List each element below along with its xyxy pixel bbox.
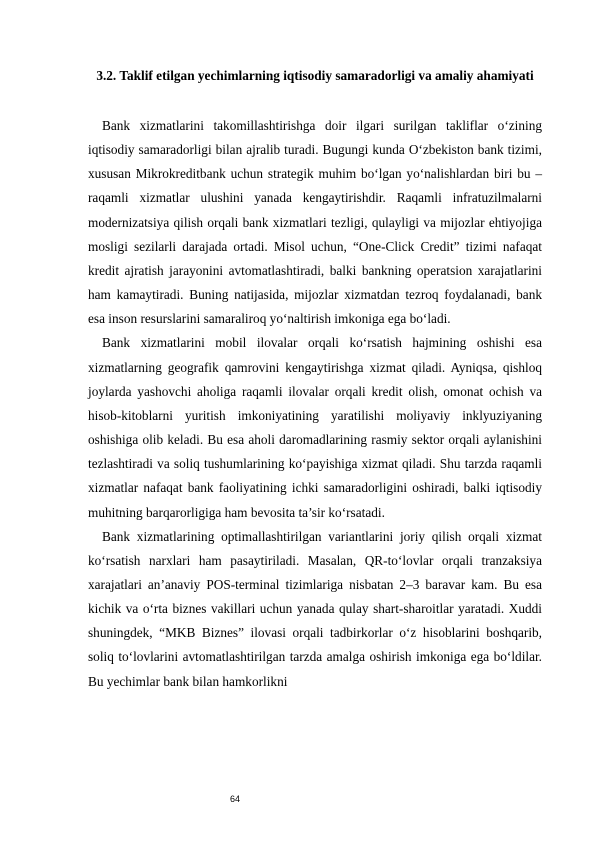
- page-number: 64: [230, 794, 241, 804]
- paragraph-cost-optimization: Bank xizmatlarining optimallashtirilgan variantlarini joriy qilish orqali xizmat ko‘rsatish narxlari ham pasaytiriladi. Masalan, QR-to‘lovlar orqali tranzaksiya xarajatlari an’anaviy POS-terminal tizimlariga nisbatan 2–3 baravar kam. Bu esa kichik va o‘rta biznes vakillari uchun yanada qulay shart-sharoitlar yaratadi. Xuddi shuningdek, “MKB Biznes” ilovasi orqali tadbirkorlar o‘z hisoblarini boshqarib, soliq to‘lovlarini avtomatlashtirilgan tarzda amalga oshirish imkoniga ega bo‘ldilar. Bu yechimlar bank bilan hamkorlikni: [88, 528, 542, 689]
- section-heading: 3.2. Taklif etilgan yechimlarning iqtisodiy samaradorligi va amaliy ahamiyati: [96, 68, 534, 83]
- paragraph-digital-services: Bank xizmatlarini takomillashtirishga doir ilgari surilgan takliflar o‘zining iqtisodiy samaradorligi bilan ajralib turadi. Bugungi kunda O‘zbekiston bank tizimi, xususan Mikrokreditbank uchun strategik muhim bo‘lgan yo‘nalishlardan biri bu – raqamli xizmatlar ulushini yanada kengaytirishdir. Raqamli infratuzilmalarni modernizatsiya qilish orqali bank xizmatlari tezligi, qulayligi va mijozlar ehtiyojiga mosligi sezilarli darajada ortadi. Misol uchun, “One-Click Credit” tizimi nafaqat kredit ajratish jarayonini avtomatlashtiradi, balki bankning operatsion xarajatlarini ham kamaytiradi. Buning natijasida, mijozlar xizmatdan tezroq foydalanadi, bank esa inson resurslarini samaraliroq yo‘naltirish imkoniga ega bo‘ladi.: [88, 118, 542, 327]
- body-text: [88, 114, 542, 694]
- paragraph-mobile-apps: Bank xizmatlarini mobil ilovalar orqali ko‘rsatish hajmining oshishi esa xizmatlarning geografik qamrovini kengaytirishga xizmat qiladi. Ayniqsa, qishloq joylarda yashovchi aholiga raqamli ilovalar orqali kredit olish, omonat ochish va hisob-kitoblarni yuritish imkoniyatining yaratilishi moliyaviy inklyuziyaning oshishiga olib keladi. Bu esa aholi daromadlarining rasmiy sektor orqali aylanishini tezlashtiradi va soliq tushumlarining ko‘payishiga xizmat qiladi. Shu tarzda raqamli xizmatlar nafaqat bank faoliyatining ichki samaradorligini oshiradi, balki iqtisodiy muhitning barqarorligiga ham bevosita ta’sir ko‘rsatadi.: [88, 335, 542, 520]
